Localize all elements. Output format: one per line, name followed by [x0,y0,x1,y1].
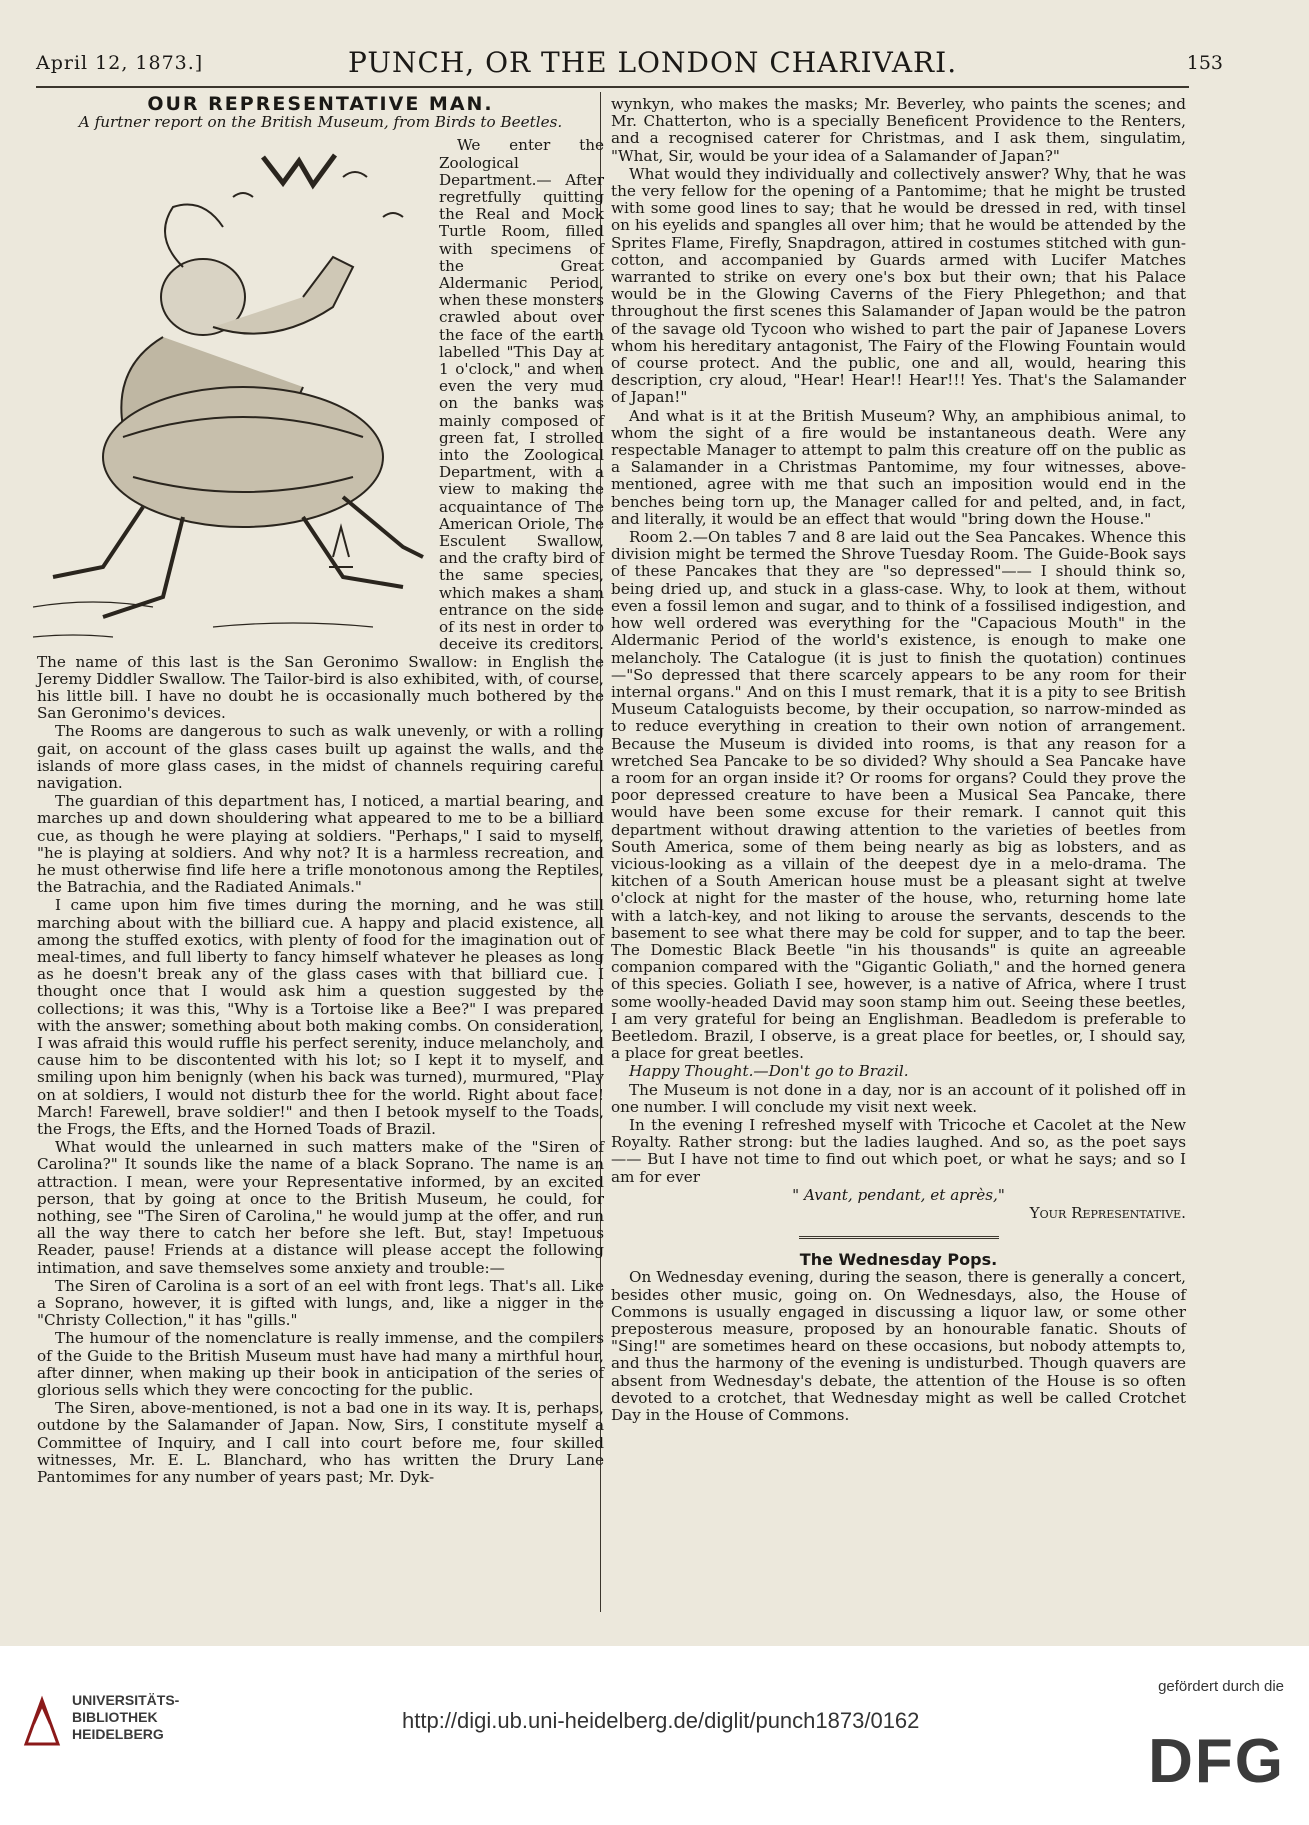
paragraph: The humour of the nomenclature is really immense, and the compilers of the Guide to the British Museum must have had many a mirthful hour, after dinner, when making up their book in anticipation of the series of glorious sells which they were concocting for the public. [37,1329,604,1400]
dfg-logo: DFG [1148,1727,1285,1796]
university-library-name [72,1692,179,1743]
signature: Your Representative. [1029,1204,1186,1222]
illustration-man-riding-turtle [33,137,433,647]
paragraph: The Museum is not done in a day, nor is an account of it polished off in one number. I will conclude my visit next week. [611,1080,1186,1116]
paragraph: Room 2.—On tables 7 and 8 are laid out the Sea Pancakes. Whence this division might be termed the Shrove Tuesday Room. The Guide-Book says of these Pancakes that they are "so depressed"—— I should think so, being dried up, and stuck in a glass-case. Why, to look at them, without even a fossil lemon and sugar, and to think of a fossilised indigestion, and how well ordered was everything for the "Capacious Mouth" in the Aldermanic Period of the world's existence, is enough to make one melancholy. The Catalogue (it is just to finish the quotation) continues—"So depressed that there scarcely appears to be any room for their internal organs." And on this I must remark, that it is a pity to see British Museum Cataloguists become, by their occupation, so narrow-minded as to reduce everything in creation to their own notion of arrangement. Because the Museum is divided into rooms, is that any reason for a wretched Sea Pancake to be so divided? Why should a Sea Pancake have a room for an organ inside it? Or rooms for organs? Could they prove the poor depressed creature to have been a Musical Sea Pancake, there would have been some excuse for their remark. I cannot quit this department without drawing attention to the varieties of beetles from South America, some of them being nearly as big as lobsters, and as vicious-looking as a villain of the deepest dye in a melo-drama. The kitchen of a South American house must be a pleasant sight at twelve o'clock at night for the master of the house, who, returning home late with a latch-key, and not liking to arouse the servants, descends to the basement to see what there may be cold for supper, and to tap the beer. The Domestic Black Beetle "in his thousands" is quite an agreeable companion compared with the "Gigantic Goliath," and the horned genera of this species. Goliath I see, however, is a native of Africa, where I trust some woolly-headed David may soon stamp him out. Seeing these beetles, I am very grateful for being an Englishman. Beadledom is preferable to Beetledom. Brazil, I observe, is a great place for beetles, or, I should say, a place for great beetles. [611,528,1186,1063]
paragraph: And what is it at the British Museum? Why, an amphibious animal, to whom the sight of a fire would be instantaneous death. Were any respectable Manager to attempt to palm this creature off on the public as a Salamander in a Christmas Pantomime, my four witnesses, above-mentioned, agree with me that such an imposition would end in the benches being torn up, the Manager called for and pelted, and, in fact, and literally, it would be an effect that would "bring down the House." [611,406,1186,528]
article2-title: The Wednesday Pops. [799,1250,998,1270]
masthead [36,46,1223,80]
paragraph: What would they individually and collectively answer? Why, that he was the very fellow for the opening of a Pantomime; that he might be trusted with some good lines to say; that he would be dressed in red, with tinsel on his eyelids and spangles all over him; that he would be attended by the Sprites Flame, Firefly, Snapdragon, attired in costumes stitched with gun-cotton, and accompanied by Guards armed with Lucifer Matches warranted to strike on every one's box but their own; that his Palace would be in the Glowing Caverns of the Fiery Phlegethon; and that throughout the first scenes this Salamander of Japan would be the patron of the savage old Tycoon who wished to part the pair of Japanese Lovers whom his hereditary antagonist, The Fairy of the Flowing Fountain would of course protect. And the public, one and all, would, hearing this description, cry aloud, "Hear! Hear!! Hear!!! Yes. That's the Salamander of Japan!" [611,164,1186,407]
article-subtitle: A furtner report on the British Museum, from Birds to Beetles. [78,113,563,132]
illustration-drawing [33,137,433,647]
paragraph: The Siren of Carolina is a sort of an eel with front legs. That's all. Like a Soprano, however, it is gifted with lungs, and, like a nigger in the "Christy Collection," it has "gills." [37,1276,604,1330]
university-logo-icon [22,1694,62,1750]
page-number: 153 [1186,52,1223,74]
digitization-footer [0,1646,1309,1825]
logo-line: BIBLIOTHEK [72,1709,158,1725]
publication-title: PUNCH, OR THE LONDON CHARIVARI. [348,46,958,79]
left-column [37,93,604,1487]
header-rule [36,86,1189,88]
funding-note: gefördert durch die [1158,1678,1284,1695]
paragraph: We enter the Zoological Department.— After regretfully quitting the Real and Mock Turtle Room, filled with specimens of the Great Aldermanic Period, when these monsters crawled about over the face of the earth labelled "This Day at 1 o'clock," and when even the very mud on the banks was mainly composed of green fat, I strolled into the Zoological Department, with a view to making the acquaintance of The American Oriole, The Esculent Swallow, and the crafty bird of the same species, which makes a sham entrance on the side of its nest in order to deceive its creditors. The name of this last is the San Geronimo Swallow: in English the Jeremy Diddler Swallow. The Tailor-bird is also exhibited, with, of course, his little bill. I have no doubt he is occasionally much bothered by the San Geronimo's devices. [37,136,604,723]
paragraph: What would the unlearned in such matters make of the "Siren of Carolina?" It sounds like the name of a black Soprano. The name is an attraction. I mean, were your Representative informed, by an excited person, that by going at once to the British Museum, he could, for nothing, see "The Siren of Carolina," he would jump at the offer, and run all the way there to catch her before she left. But, stay! Impetuous Reader, pause! Friends at a distance will please accept the following intimation, and save themselves some anxiety and trouble:— [37,1138,604,1277]
section-separator [799,1236,999,1239]
paragraph: wynkyn, who makes the masks; Mr. Beverley, who paints the scenes; and Mr. Chatterton, who is a specially Beneficent Providence to the Renters, and a recognised caterer for Christmas, and I ask them, singulatim, "What, Sir, would be your idea of a Salamander of Japan?" [611,95,1186,165]
source-url-link[interactable]: http://digi.ub.uni-heidelberg.de/diglit/punch1873/0162 [402,1708,920,1733]
logo-line: UNIVERSITÄTS- [72,1692,180,1708]
paragraph: The guardian of this department has, I noticed, a martial bearing, and marches up and down shouldering what appeared to me to be a billiard cue, as though he were playing at soldiers. "Perhaps," I said to myself, "he is playing at soldiers. And why not? It is a harmless recreation, and he must otherwise find life here a trifle monotonous among the Reptiles, the Batrachia, and the Radiated Animals." [37,792,604,897]
paragraph: The Siren, above-mentioned, is not a bad one in its way. It is, perhaps, outdone by the Salamander of Japan. Now, Sirs, I constitute myself a Committee of Inquiry, and I call into court before me, four skilled witnesses, Mr. E. L. Blanchard, who has written the Drury Lane Pantomimes for any number of years past; Mr. Dyk- [37,1399,604,1487]
closing-quote: " Avant, pendant, et après," [792,1185,1005,1204]
paragraph: The Rooms are dangerous to such as walk unevenly, or with a rolling gait, on account of the glass cases built up against the walls, and the islands of more glass cases, in the midst of channels requiring careful navigation. [37,722,604,792]
paragraph: I came upon him five times during the morning, and he was still marching about with the billiard cue. A happy and placid existence, all among the stuffed exotics, with plenty of food for the imagination out of meal-times, and full liberty to fancy himself whatever he pleases as long as he doesn't break any of the glass cases with that billiard cue. I thought once that I would ask him a question suggested by the collections; it was this, "Why is a Tortoise like a Bee?" I was prepared with the answer; something about both making combs. On consideration, I was afraid this would ruffle his perfect serenity, induce melancholy, and cause him to be discontented with his lot; so I kept it to myself, and smiling upon him benignly (when his back was turned), murmured, "Play on at soldiers, I would not disturb thee for the world. Right about face! March! Farewell, brave soldier!" and then I betook myself to the Toads, the Frogs, the Efts, and the Horned Toads of Brazil. [37,896,604,1138]
article2-body: On Wednesday evening, during the season, there is generally a concert, besides other music, going on. On Wednesdays, also, the House of Commons is usually engaged in discussing a liquor law, or some other preposterous measure, proposed by an honourable fanatic. Shouts of "Sing!" are sometimes heard on these occasions, but nobody attempts to, and thus the harmony of the evening is undisturbed. Though quavers are absent from Wednesday's debate, the attention of the House is so often devoted to a crotchet, that Wednesday might as well be called Crotchet Day in the House of Commons. [611,1268,1186,1425]
article-title: OUR REPRESENTATIVE MAN. [147,93,494,115]
issue-date: April 12, 1873.] [36,52,204,74]
paragraph: In the evening I refreshed myself with Tricoche et Cacolet at the New Royalty. Rather strong: but the ladies laughed. And so, as the poet says—— But I have not time to find out which poet, or what he says; and so I am for ever [611,1115,1186,1186]
right-column [611,96,1186,1425]
paragraph: Happy Thought.—Don't go to Brazil. [629,1062,909,1081]
logo-line: HEIDELBERG [72,1726,164,1742]
